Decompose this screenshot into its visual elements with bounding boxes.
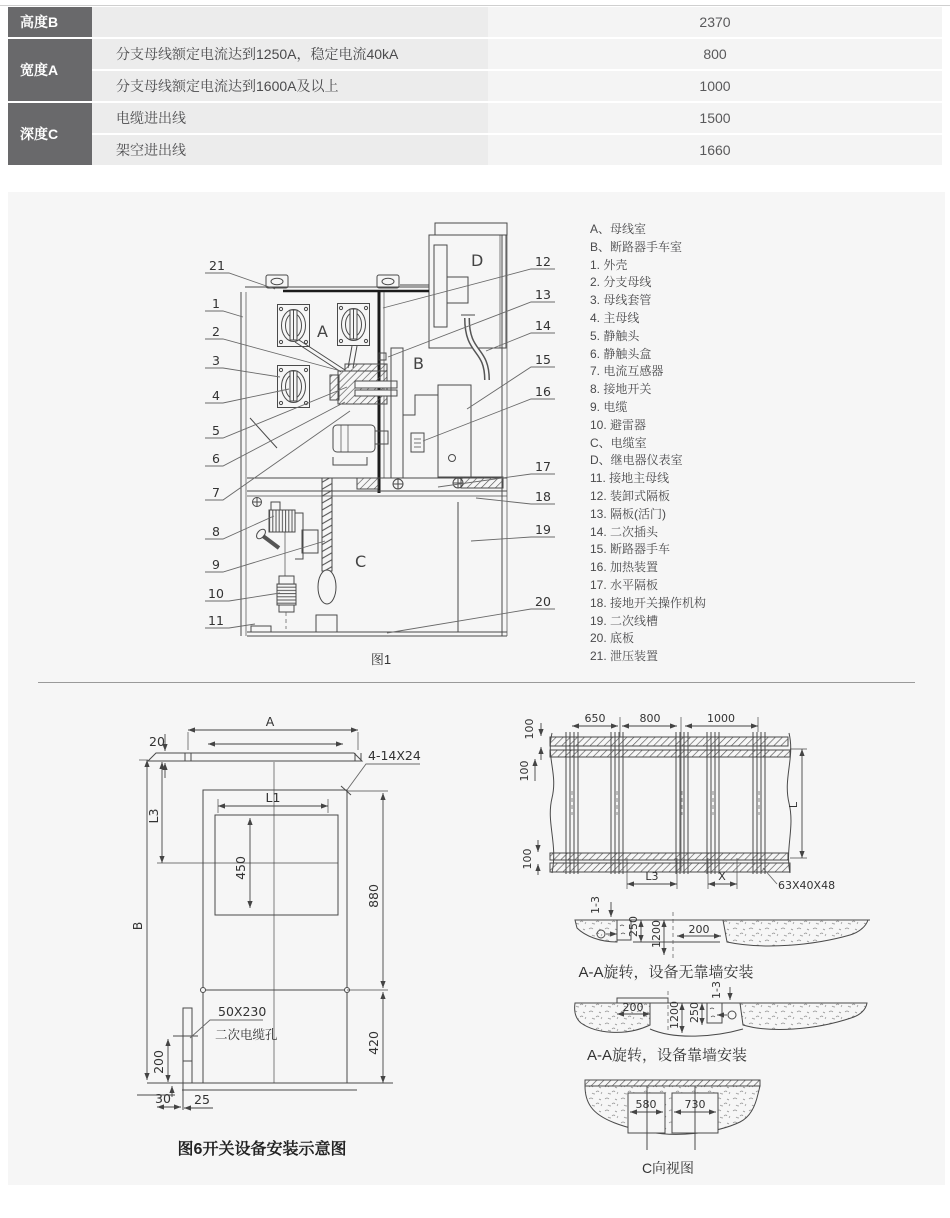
dim-X: X xyxy=(718,870,726,883)
legend-item: 18. 接地开关操作机构 xyxy=(590,595,707,610)
table-desc-cell: 架空进出线 xyxy=(92,135,488,165)
concrete-left xyxy=(575,920,617,942)
dim-250: 250 xyxy=(627,916,640,937)
dim-1200: 1200 xyxy=(650,920,663,948)
hole-name-label: 二次电缆孔 xyxy=(215,1027,278,1042)
legend-item: D、继电器仪表室 xyxy=(590,453,683,468)
bushing-insulator xyxy=(278,366,310,408)
fig6-installation-drawing xyxy=(125,698,435,1128)
callout-12: 12 xyxy=(535,254,551,269)
legend-item: 14. 二次插头 xyxy=(590,524,659,539)
table-desc-cell: 分支母线额定电流达到1600A及以上 xyxy=(92,71,488,101)
legend-item: 17. 水平隔板 xyxy=(590,577,659,592)
callout-2: 2 xyxy=(212,324,220,339)
table-group-height: 高度B xyxy=(8,7,92,37)
legend-item: 9. 电缆 xyxy=(590,399,628,414)
legend-item: 6. 静触头盒 xyxy=(590,346,652,361)
callout-16: 16 xyxy=(535,384,551,399)
legend-item: 20. 底板 xyxy=(590,631,635,646)
table-desc-cell: 分支母线额定电流达到1250A，稳定电流40kA xyxy=(92,39,488,69)
legend-item: B、断路器手车室 xyxy=(590,239,683,254)
dim-1000: 1000 xyxy=(707,712,735,725)
section-aa-freestanding xyxy=(555,890,885,965)
legend-item: 8. 接地开关 xyxy=(590,382,652,397)
dim-580: 580 xyxy=(635,1098,657,1111)
dim-420: 420 xyxy=(366,1031,381,1055)
table-value-cell: 1500 xyxy=(488,103,942,133)
legend-item: 11. 接地主母线 xyxy=(590,471,670,486)
table-value-cell: 1000 xyxy=(488,71,942,101)
compartment-letter-C: C xyxy=(355,552,367,571)
dim-1-3: 1-3 xyxy=(710,981,723,999)
section-aa-freestanding-caption: A-A旋转，设备无靠墙安装 xyxy=(578,964,754,981)
dim-1-3: 1-3 xyxy=(589,896,602,914)
dim-A: A xyxy=(265,714,275,729)
table-value-cell: 2370 xyxy=(488,7,942,37)
callout-14: 14 xyxy=(535,318,551,333)
floor-channel-plan xyxy=(505,703,935,898)
concrete-right xyxy=(723,920,868,946)
legend-item: 1. 外壳 xyxy=(590,257,628,272)
dim-30: 30 xyxy=(155,1091,171,1106)
power-cable xyxy=(316,478,337,632)
dim-250: 250 xyxy=(688,1002,701,1023)
legend-item: 15. 断路器手车 xyxy=(590,542,671,557)
earthing-switch xyxy=(255,502,318,559)
section-aa-wall-caption: A-A旋转，设备靠墙安装 xyxy=(586,1047,747,1064)
callout-7: 7 xyxy=(212,485,220,500)
callout-11: 11 xyxy=(208,613,224,628)
dim-200: 200 xyxy=(151,1050,166,1074)
table-top-rule xyxy=(0,5,950,6)
hole-size-label: 50X230 xyxy=(218,1004,267,1019)
legend-item: 10. 避雷器 xyxy=(590,417,647,432)
legend-item: 5. 静触头 xyxy=(590,328,640,343)
dim-1200: 1200 xyxy=(668,1001,681,1029)
secondary-cable-hole xyxy=(183,1008,192,1061)
dim-L3: L3 xyxy=(146,808,161,824)
callout-21: 21 xyxy=(209,258,225,273)
dimension-spec-table xyxy=(8,7,942,165)
dim-200: 200 xyxy=(622,1001,644,1014)
callout-4: 4 xyxy=(212,388,220,403)
compartment-letter-D: D xyxy=(471,251,484,270)
callout-17: 17 xyxy=(535,459,551,474)
current-transformer xyxy=(330,364,397,404)
dim-25: 25 xyxy=(194,1092,210,1107)
view-c-drawing xyxy=(555,1072,885,1162)
dim-730: 730 xyxy=(684,1098,706,1111)
callout-3: 3 xyxy=(212,353,220,368)
dim-100-mid: 100 xyxy=(518,760,531,782)
dim-B: B xyxy=(130,921,145,931)
legend-item: 21. 泄压装置 xyxy=(590,649,659,664)
section-aa-wall xyxy=(555,981,885,1050)
dim-100-top: 100 xyxy=(523,718,536,740)
table-desc-cell: 电缆进出线 xyxy=(92,103,488,133)
channel-steel-callout: 63X40X48 xyxy=(778,879,836,892)
dim-200: 200 xyxy=(688,923,710,936)
horizontal-partition xyxy=(247,477,507,507)
fig1-cross-section-drawing xyxy=(195,215,575,665)
callout-1: 1 xyxy=(212,296,220,311)
callout-5: 5 xyxy=(212,423,220,438)
legend-item: 19. 二次线槽 xyxy=(590,613,659,628)
dim-650: 650 xyxy=(584,712,606,725)
callout-18: 18 xyxy=(535,489,551,504)
view-c-caption: C向视图 xyxy=(641,1160,695,1176)
legend-item: C、电缆室 xyxy=(590,435,647,450)
callout-8: 8 xyxy=(212,524,220,539)
relay-room-D xyxy=(400,223,507,348)
dim-880: 880 xyxy=(366,884,381,908)
channel-band xyxy=(550,737,788,746)
table-value-cell: 800 xyxy=(488,39,942,69)
callout-13: 13 xyxy=(535,287,551,302)
section-divider xyxy=(38,682,915,683)
callout-10: 10 xyxy=(208,586,224,601)
table-group-depth: 深度C xyxy=(8,103,92,165)
compartment-letter-A: A xyxy=(317,322,328,341)
dim-450: 450 xyxy=(233,856,248,880)
callout-15: 15 xyxy=(535,352,551,367)
legend-item: 2. 分支母线 xyxy=(590,275,652,290)
bushing-insulator xyxy=(338,304,370,346)
fig1-caption: 图1 xyxy=(370,652,392,667)
legend-item: 3. 母线套管 xyxy=(590,293,652,308)
cabinet-outline xyxy=(203,790,347,990)
compartment-letter-B: B xyxy=(413,354,424,373)
heater-unit xyxy=(411,433,424,452)
callout-19: 19 xyxy=(535,522,551,537)
concrete-right xyxy=(740,1003,867,1029)
dim-L: L xyxy=(787,801,800,809)
legend-item: 16. 加热装置 xyxy=(590,560,659,575)
legend-item: 4. 主母线 xyxy=(590,310,640,325)
legend-item: 12. 装卸式隔板 xyxy=(590,488,671,503)
slot-callout: 4-14X24 xyxy=(368,748,421,763)
legend-item: 13. 隔板(活门) xyxy=(590,506,667,521)
fig6-caption: 图6开关设备安装示意图 xyxy=(177,1141,347,1158)
dim-100-bot: 100 xyxy=(521,848,534,870)
fig1-legend xyxy=(590,221,790,666)
pressure-relief-lugs xyxy=(266,275,399,288)
dim-L1: L1 xyxy=(265,790,281,805)
table-group-width: 宽度A xyxy=(8,39,92,101)
table-desc-cell xyxy=(92,7,488,37)
dim-L3: L3 xyxy=(645,870,659,883)
dim-20: 20 xyxy=(149,734,165,749)
table-value-cell: 1660 xyxy=(488,135,942,165)
callout-20: 20 xyxy=(535,594,551,609)
dim-800: 800 xyxy=(639,712,661,725)
bushing-insulator xyxy=(278,305,310,347)
callout-6: 6 xyxy=(212,451,220,466)
legend-item: A、母线室 xyxy=(590,222,647,236)
callout-9: 9 xyxy=(212,557,220,572)
legend-item: 7. 电流互感器 xyxy=(590,364,664,379)
